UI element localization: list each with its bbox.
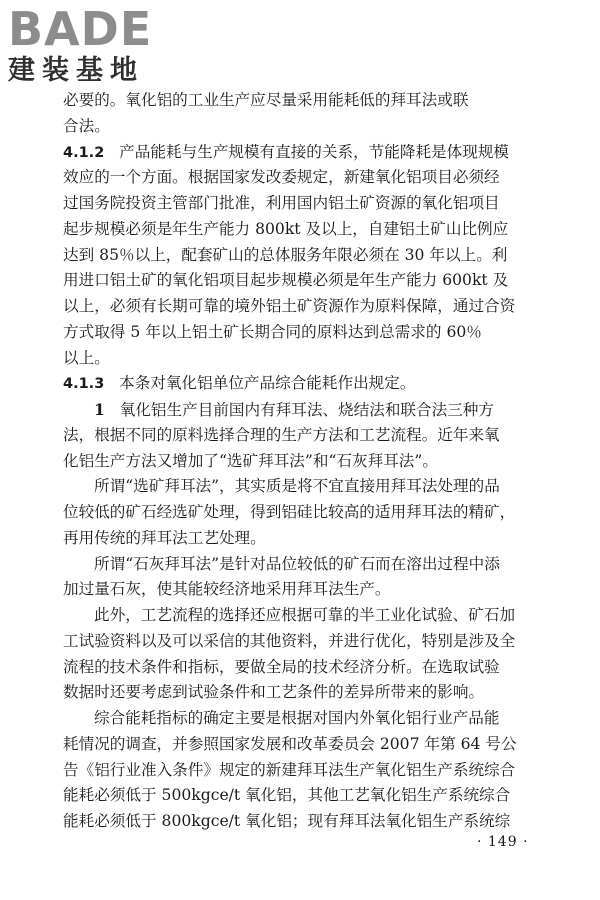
text-line: 位较低的矿石经选矿处理，得到铝硅比较高的适用拜耳法的精矿， [63,503,516,521]
section-number: 4.1.3 [63,376,105,393]
item-number: 1 [94,400,105,419]
text-line: 所谓“石灰拜耳法”是针对品位较低的矿石而在溶出过程中添 [94,554,500,573]
page-body [63,88,544,835]
text-line: 过国务院投资主管部门批准，利用国内铝土矿资源的氧化铝项目 [63,194,500,212]
text-line: 数据时还要考虑到试验条件和工艺条件的差异所带来的影响。 [63,683,485,702]
page-number: · 149 · [477,834,529,850]
logo-chinese-text: 建装基地 [8,55,144,86]
text-line: 化铝生产方法又增加了“选矿拜耳法”和“石灰拜耳法”。 [63,451,438,470]
text-line: 合法。 [63,116,110,135]
text-line: 此外，工艺流程的选择还应根据可靠的半工业化试验、矿石加 [94,606,516,624]
text-line: 加过量石灰，使其能较经济地采用拜耳法生产。 [63,580,391,599]
text-line: 必要的。氧化铝的工业生产应尽量采用能耗低的拜耳法或联 [63,91,469,109]
text-line: 以上。 [63,348,110,367]
item-1-first-line [63,397,544,423]
text-line: 本条对氧化铝单位产品综合能耗作出规定。 [119,374,416,393]
section-4-1-3-first-line [63,371,544,397]
text-line: 再用传统的拜耳法工艺处理。 [63,528,266,547]
text-line: 达到 85％以上，配套矿山的总体服务年限必须在 30 年以上。利 [63,245,508,264]
text-line: 法，根据不同的原料选择合理的生产方法和工艺流程。近年来氧 [63,425,500,444]
logo-latin-text: BADE [8,2,153,56]
section-4-1-2-first-line [63,140,544,166]
text-line: 流程的技术条件和指标，要做全局的技术经济分析。在选取试验 [63,657,500,676]
text-line: 用进口铝土矿的氧化铝项目起步规模必须是年生产能力 600kt 及 [63,271,509,290]
text-line: 起步规模必须是年生产能力 800kt 及以上，自建铝土矿山比例应 [63,219,509,238]
text-line: 能耗必须低于 500kgce/t 氧化铝，其他工艺氧化铝生产系统综合 [63,786,511,805]
text-line: 告《铝行业准入条件》规定的新建拜耳法生产氧化铝生产系统综合 [63,760,516,779]
text-line: 产品能耗与生产规模有直接的关系，节能降耗是体现规模 [119,142,510,161]
bade-logo [8,4,178,90]
text-line: 工试验资料以及可以采信的其他资料，并进行优化，特别是涉及全 [63,631,516,650]
text-line: 效应的一个方面。根据国家发改委规定，新建氧化铝项目必须经 [63,168,500,187]
text-line: 方式取得 5 年以上铝土矿长期合同的原料达到总需求的 60％ [63,322,482,341]
text-line: 以上，必须有长期可靠的境外铝土矿资源作为原料保障，通过合资 [63,297,516,315]
text-line: 耗情况的调查，并参照国家发展和改革委员会 2007 年第 64 号公 [63,734,517,753]
text-line: 氧化铝生产目前国内有拜耳法、烧结法和联合法三种方 [119,401,494,419]
text-line: 所谓“选矿拜耳法”，其实质是将不宜直接用拜耳法处理的品 [94,477,500,496]
text-line: 综合能耗指标的确定主要是根据对国内外氧化铝行业产品能 [94,709,500,727]
section-number: 4.1.2 [63,144,105,161]
text-line: 能耗必须低于 800kgce/t 氧化铝；现有拜耳法氧化铝生产系统综 [63,812,511,830]
